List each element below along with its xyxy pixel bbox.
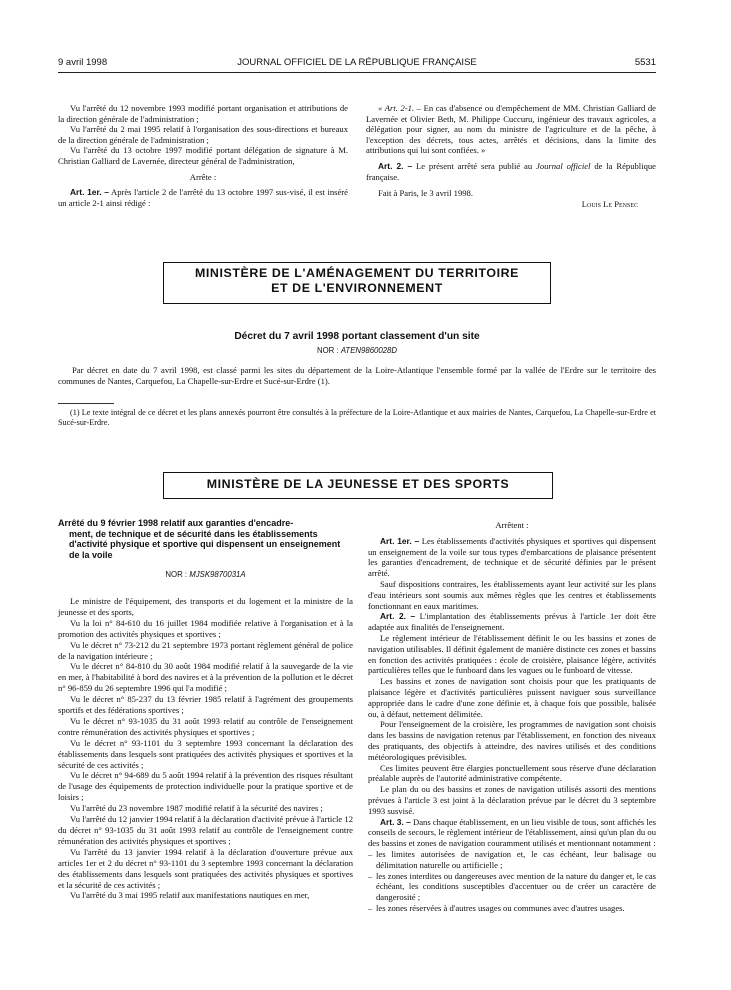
list-item bbox=[368, 849, 656, 871]
article-3-text: Dans chaque établissement, en un lieu visible de tous, sont affichés les conseils de secours, le règlement intérieur de l'établissement, ainsi qu'un plan du ou des bassins et zones de navigation couramment utilisés et mentionnant notamment : bbox=[368, 816, 656, 849]
article-2-text-end: de la République française. bbox=[366, 160, 656, 182]
paragraph-sauf: Sauf dispositions contraires, les établissements ayant leur activité sur les plans d'eau intérieurs sont soumis aux mêmes règles que les centres et établissements fonctionnant en eaux maritimes. bbox=[368, 578, 656, 611]
decree-title: Décret du 7 avril 1998 portant classement d'un site bbox=[234, 331, 480, 342]
arrete-nor bbox=[58, 570, 353, 581]
arrete-title-rest: ment, de technique et de sécurité dans les établissements d'activité physique et sportive qui dispensent un enseignement de la voile bbox=[69, 528, 341, 560]
ministry-title-line2: ET DE L'ENVIRONNEMENT bbox=[271, 281, 443, 295]
ministry-title-line1: MINISTÈRE DE L'AMÉNAGEMENT DU TERRITOIRE bbox=[194, 266, 520, 280]
article-1 bbox=[368, 536, 656, 579]
decree-body bbox=[58, 365, 656, 387]
decree-footnote bbox=[58, 408, 656, 429]
visa-paragraph: Vu l'arrêté du 3 mai 1995 relatif aux manifestations nautiques en mer, bbox=[70, 890, 310, 901]
article-2-text: L'implantation des établissements prévus à l'article 1er doit être adaptée aux finalités de l'enseignement. bbox=[368, 611, 656, 633]
decree-paragraph: Par décret en date du 7 avril 1998, est classé parmi les sites du département de la Loire-Atlantique l'ensemble formé par la vallée de l'Erdre sur le territoire des communes de Nantes, Carquefou, La Chapelle-sur-Erdre et Sucé-sur-Erdre (1). bbox=[58, 365, 656, 386]
nor-code: ATEN9860028D bbox=[340, 346, 398, 355]
ministry-box-amenagement bbox=[163, 262, 551, 304]
fait-a-paris: Fait à Paris, le 3 avril 1998. bbox=[378, 188, 473, 199]
dash-marker: – bbox=[368, 902, 373, 913]
nor-code: MJSK9870031A bbox=[189, 570, 246, 580]
list-item bbox=[368, 871, 656, 903]
article-2-1-text: En cas d'absence ou d'empêchement de MM. Christian Galliard de Lavernée et Olivier Beth, M. Philippe Cuccuru, ingénieur des travaux agricoles, a délégation pour signer, au nom du ministre de l'agriculture et de la pêche, à l'exception des décrets, tous actes, arrêtés et décisions, dans la limite des attributions qui lui sont confiées. » bbox=[366, 103, 656, 156]
visa-paragraph: Vu la loi n° 84-610 du 16 juillet 1984 modifiée relative à l'organisation et à la promotion des activités physiques et sportives ; bbox=[58, 617, 353, 639]
article-2-1-quote bbox=[366, 103, 656, 156]
article-2-1-label: « Art. 2-1. – bbox=[378, 103, 421, 113]
paragraph-limites: Ces limites peuvent être élargies ponctuellement sous réserve d'une déclaration préalable auprès de l'autorité administrative compétente. bbox=[368, 762, 656, 784]
decree-nor bbox=[58, 346, 656, 355]
vu-paragraph: Vu l'arrêté du 12 novembre 1993 modifié portant organisation et attributions de la direction générale de l'administration ; bbox=[58, 103, 348, 124]
arrete-title bbox=[58, 518, 353, 560]
list-item-text: les limites autorisées de navigation et, le cas échéant, leur balisage ou délimitation naturelle ou artificielle ; bbox=[376, 848, 656, 870]
visa-paragraph: Vu le décret n° 93-1035 du 31 août 1993 relatif au contrôle de l'enseignement contre rémunération des activités physiques et sportives ; bbox=[58, 715, 353, 737]
nor-label: NOR : bbox=[165, 570, 188, 580]
visa-paragraph: Le ministre de l'équipement, des transports et du logement et la ministre de la jeunesse et des sports, bbox=[58, 595, 353, 617]
header-journal-title: JOURNAL OFFICIEL DE LA RÉPUBLIQUE FRANÇAISE bbox=[237, 57, 477, 68]
article-1 bbox=[58, 187, 348, 208]
ministry-box-jeunesse bbox=[163, 472, 553, 499]
paragraph-bassins: Les bassins et zones de navigation sont choisis pour que les pratiquants de plaisance légère et d'activités particulières puissent naviguer sous surveillance appropriée dans le cadre d'une zone définie et, à chaque fois que possible, balisée ou, à défaut, nettement délimitée. bbox=[368, 676, 656, 719]
article-2 bbox=[366, 161, 656, 182]
header-page-number: 5531 bbox=[634, 57, 656, 68]
arrete-heading: Arrête : bbox=[189, 171, 217, 182]
running-header bbox=[58, 57, 656, 71]
article-2-text: Le présent arrêté sera publié au bbox=[416, 160, 536, 171]
bottom-right-column bbox=[368, 520, 656, 914]
article-2-label: Art. 2. – bbox=[378, 160, 413, 171]
paragraph-croisiere: Pour l'enseignement de la croisière, les programmes de navigation sont choisis dans les bassins de navigation retenus par l'établissement, en fonction des niveaux des pratiquants, des objectifs à atteindre, des navires utilisés et des conditions météorologiques prévisibles. bbox=[368, 719, 656, 762]
article-1-label: Art. 1er. – bbox=[380, 535, 420, 546]
article-1-text: Les établissements d'activités physiques et sportives qui dispensent un enseignement de la voile sur tous types d'embarcations de plaisance présentent les garanties d'encadrement, de technique et de sécurité définies par le présent arrêté. bbox=[368, 535, 656, 579]
article-2-label: Art. 2. – bbox=[380, 611, 416, 622]
visa-paragraph: Vu le décret n° 73-212 du 21 septembre 1973 portant règlement général de police de la navigation intérieure ; bbox=[58, 639, 353, 661]
list-item-text: les zones interdites ou dangereuses avec mention de la nature du danger et, le cas échéant, les conditions susceptibles d'accentuer ou de créer un caractère de dangerosité ; bbox=[376, 870, 656, 903]
top-left-column bbox=[58, 103, 348, 208]
visa-paragraph: Vu l'arrêté du 13 janvier 1994 relatif à la déclaration d'ouverture prévue aux articles 1er et 2 du décret n° 93-1101 du 3 septembre 1993 concernant la déclaration des établissements dans lesquels sont pratiquées des activités physiques et sportives et la sécurité de ces activités ; bbox=[58, 846, 353, 890]
header-date: 9 avril 1998 bbox=[58, 57, 108, 68]
visa-paragraph: Vu le décret n° 85-237 du 13 février 1985 relatif à l'agrément des groupements sportifs et des fédérations sportives ; bbox=[58, 694, 353, 716]
article-1-text: Après l'article 2 de l'arrêté du 13 octobre 1997 sus-visé, il est inséré un article 2-1 ainsi rédigé : bbox=[58, 187, 348, 208]
nor-label: NOR : bbox=[316, 346, 339, 355]
vu-paragraph: Vu l'arrêté du 13 octobre 1997 modifié portant délégation de signature à M. Christian Galliard de Lavernée, directeur général de l'administration, bbox=[58, 145, 348, 166]
bottom-left-column bbox=[58, 518, 353, 901]
list-item bbox=[368, 903, 656, 914]
article-1-label: Art. 1er. – bbox=[70, 187, 109, 198]
ministry-title: MINISTÈRE DE LA JEUNESSE ET DES SPORTS bbox=[206, 477, 510, 491]
footnote-text: (1) Le texte intégral de ce décret et les plans annexés pourront être consultés à la préfecture de la Loire-Atlantique et aux mairies de Nantes, Carquefou, La Chapelle-sur-Erdre et Sucé-sur-Erdre. bbox=[58, 408, 656, 428]
article-3 bbox=[368, 817, 656, 849]
top-right-column bbox=[366, 103, 656, 209]
article-3-label: Art. 3. – bbox=[380, 816, 411, 827]
paragraph-reglement: Le règlement intérieur de l'établissement définit le ou les bassins et zones de navigation utilisables. Il définit également de manière distincte ces zones et bassins en fonction des activités pratiquées : école de croisière, plaisance légère, activités particulières telles que le funboard dans les vagues ou le funboard de vitesse. bbox=[368, 632, 656, 676]
arrete-title-first-line: Arrêté du 9 février 1998 relatif aux garanties d'encadre- bbox=[58, 518, 294, 528]
paragraph-plan: Le plan du ou des bassins et zones de navigation utilisés assorti des mentions prévues à l'article 3 est joint à la déclaration prévue par le décret du 3 septembre 1993 susvisé. bbox=[368, 784, 656, 816]
visa-paragraph: Vu l'arrêté du 23 novembre 1987 modifié relatif à la sécurité des navires ; bbox=[70, 803, 323, 814]
visa-paragraph: Vu le décret n° 94-689 du 5 août 1994 relatif à la prévention des risques résultant de l'usage des équipements de protection individuelle pour la pratique sportive et de loisirs ; bbox=[58, 770, 353, 803]
dash-marker: – bbox=[368, 848, 373, 859]
signature: Louis Le Pensec bbox=[581, 198, 638, 209]
dash-marker: – bbox=[368, 870, 373, 881]
header-rule bbox=[58, 72, 656, 73]
list-item-text: les zones réservées à d'autres usages ou communes avec d'autres usages. bbox=[376, 902, 625, 913]
footnote-rule bbox=[58, 403, 114, 404]
arretent-heading: Arrêtent : bbox=[495, 520, 529, 530]
article-2 bbox=[368, 611, 656, 633]
visa-paragraph: Vu le décret n° 93-1101 du 3 septembre 1993 concernant la déclaration des établissements dans lesquels sont pratiquées des activités physiques et sportives et la sécurité de ces activités ; bbox=[58, 737, 353, 770]
vu-paragraph: Vu l'arrêté du 2 mai 1995 relatif à l'organisation des sous-directions et bureaux de la direction générale de l'administration ; bbox=[58, 124, 348, 145]
visa-paragraph: Vu le décret n° 84-810 du 30 août 1984 modifié relatif à la sauvegarde de la vie en mer, à l'habitabilité à bord des navires et à la prévention de la pollution et le décret n° 96-859 du 26 septembre 1996 qui l'a modifié ; bbox=[58, 661, 353, 694]
journal-officiel-italic: Journal officiel bbox=[536, 160, 591, 171]
visa-paragraph: Vu l'arrêté du 12 janvier 1994 relatif à la déclaration d'activité prévue à l'article 12 du décret n° 93-1035 du 31 août 1993 relatif au contrôle de l'enseignement contre rémunération des activités physiques et sportives ; bbox=[58, 814, 353, 846]
